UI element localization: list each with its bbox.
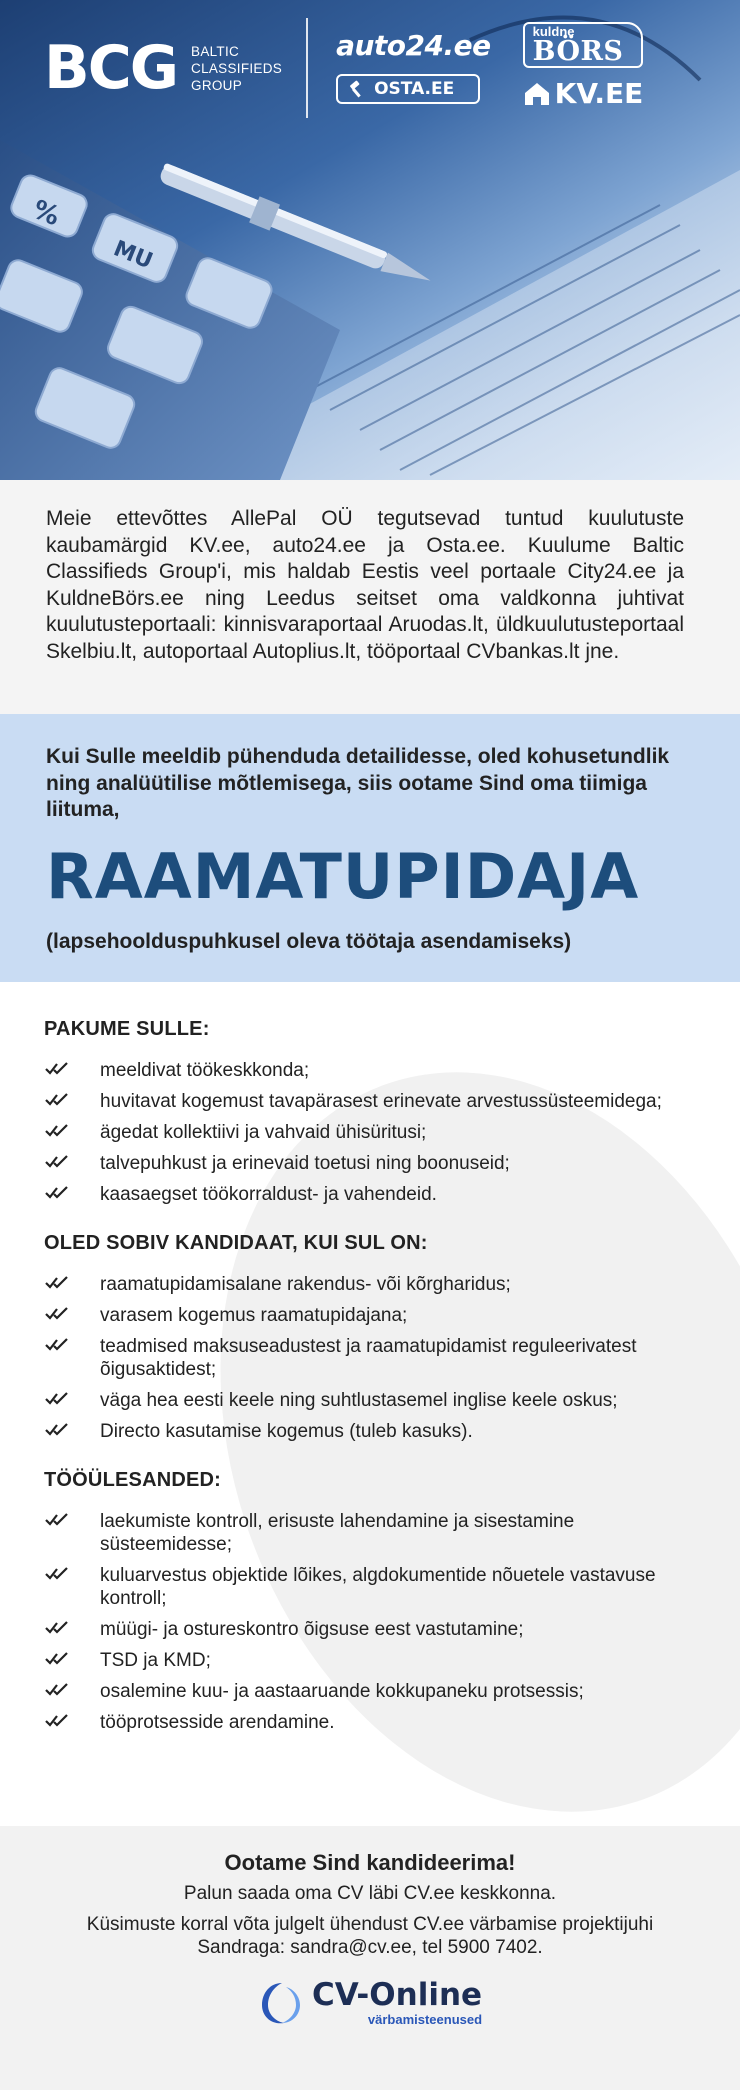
- requirements-list: [44, 1273, 684, 1443]
- double-check-icon: [45, 1682, 69, 1698]
- list-item: [44, 1711, 684, 1734]
- contact-footer: [0, 1826, 740, 2090]
- list-item-text: huvitavat kogemust tavapärasest erinevate arvestussüsteemidega;: [100, 1091, 662, 1112]
- double-check-icon: [45, 1651, 69, 1667]
- job-subtitle: (lapsehoolduspuhkusel oleva töötaja asendamiseks): [46, 929, 572, 953]
- double-check-icon: [45, 1620, 69, 1636]
- headline-lead: Kui Sulle meeldib pühenduda detailidesse, oled kohusetundlik ning analüütilise mõtlemisega, siis ootame Sind oma tiimiga liituma,: [46, 745, 670, 821]
- double-check-icon: [45, 1713, 69, 1729]
- list-item: [44, 1090, 684, 1113]
- svg-text:MU: MU: [109, 236, 157, 275]
- list-item-text: meeldivat töökeskkonda;: [100, 1060, 310, 1081]
- bcg-subtitle: BALTIC CLASSIFIEDS GROUP: [191, 43, 283, 93]
- requirements-title: OLED SOBIV KANDIDAAT, KUI SUL ON:: [44, 1232, 428, 1254]
- list-item-text: Directo kasutamise kogemus (tuleb kasuks).: [100, 1421, 473, 1442]
- double-check-icon: [45, 1275, 69, 1291]
- requirements-section: [44, 1232, 684, 1443]
- list-item-text: tööprotsesside arendamine.: [100, 1712, 335, 1733]
- list-item-text: TSD ja KMD;: [100, 1650, 211, 1671]
- offer-title: PAKUME SULLE:: [44, 1018, 210, 1040]
- job-title: RAAMATUPIDAJA: [46, 839, 640, 913]
- cv-online-logo: CV-Online värbamisteenused: [258, 1979, 482, 2027]
- auto24-logo: auto24.ee: [336, 29, 491, 62]
- list-item-text: müügi- ja ostureskontro õigsuse eest vastutamine;: [100, 1619, 524, 1640]
- list-item: [44, 1121, 684, 1144]
- list-item-text: teadmised maksuseadustest ja raamatupidamist reguleerivatest õigusaktidest;: [100, 1336, 637, 1380]
- list-item: [44, 1273, 684, 1296]
- hero-banner: [0, 0, 740, 480]
- list-item: [44, 1059, 684, 1082]
- footer-apply-text: Palun saada oma CV läbi CV.ee keskkonna.: [183, 1883, 557, 1904]
- double-check-icon: [45, 1566, 69, 1582]
- duties-section: [44, 1469, 684, 1734]
- intro-text: Meie ettevõttes AllePal OÜ tegutsevad tuntud kuulutuste kaubamärgid KV.ee, auto24.ee ja Osta.ee. Kuulume Baltic Classifieds Group'i, mis haldab Eestis veel portaale City24.ee ja KuldneBörs.ee ning Leedus seitset oma valdkonna juhtivat kuulutusteportaali: kinnisvaraportaal Aruodas.lt, üldkuulutusteportaal Skelbiu.lt, autoportaal Autoplius.lt, tööportaal CVbankas.lt jne.: [46, 507, 684, 663]
- list-item: [44, 1183, 684, 1206]
- double-check-icon: [45, 1391, 69, 1407]
- kvee-logo: KV.EE: [523, 80, 644, 108]
- list-item: [44, 1564, 684, 1610]
- bcg-logo: [44, 18, 282, 118]
- offer-list: [44, 1059, 684, 1206]
- double-check-icon: [45, 1306, 69, 1322]
- duties-list: [44, 1510, 684, 1734]
- offer-section: [44, 1018, 684, 1206]
- list-item-text: talvepuhkust ja erinevaid toetusi ning boonuseid;: [100, 1153, 510, 1174]
- double-check-icon: [45, 1512, 69, 1528]
- duties-title: TÖÖÜLESANDED:: [44, 1469, 222, 1491]
- footer-contact-text: Küsimuste korral võta julgelt ühendust CV.ee värbamise projektijuhi Sandraga: sandra@cv.ee, tel 5900 7402.: [86, 1914, 654, 1958]
- list-item-text: osalemine kuu- ja aastaaruande kokkupaneku protsessis;: [100, 1681, 584, 1702]
- hammer-icon: [348, 80, 366, 98]
- cv-online-mark-icon: [258, 1979, 306, 2027]
- list-item-text: kaasaegset töökorraldust- ja vahendeid.: [100, 1184, 437, 1205]
- list-item: [44, 1618, 684, 1641]
- list-item: [44, 1389, 684, 1412]
- kuldne-bors-logo: kuldne BÖRS: [523, 22, 643, 68]
- brand-logos: [44, 18, 704, 118]
- double-check-icon: [45, 1061, 69, 1077]
- osta-logo: OSTA.EE: [336, 74, 480, 104]
- svg-text:%: %: [28, 194, 64, 233]
- list-item: [44, 1680, 684, 1703]
- double-check-icon: [45, 1154, 69, 1170]
- double-check-icon: [45, 1337, 69, 1353]
- footer-heading: Ootame Sind kandideerima!: [224, 1850, 516, 1875]
- list-item: [44, 1510, 684, 1556]
- list-item-text: kuluarvestus objektide lõikes, algdokumentide nõuetele vastavuse kontroll;: [100, 1565, 656, 1609]
- list-item-text: laekumiste kontroll, erisuste lahendamine ja sisestamine süsteemidesse;: [100, 1511, 575, 1555]
- list-item-text: ägedat kollektiivi ja vahvaid ühisüritusi;: [100, 1122, 427, 1143]
- logo-divider: [306, 18, 308, 118]
- job-details: [0, 982, 740, 1826]
- list-item-text: varasem kogemus raamatupidajana;: [100, 1305, 408, 1326]
- list-item-text: raamatupidamisalane rakendus- või kõrgharidus;: [100, 1274, 511, 1295]
- double-check-icon: [45, 1185, 69, 1201]
- list-item: [44, 1649, 684, 1672]
- double-check-icon: [45, 1422, 69, 1438]
- double-check-icon: [45, 1123, 69, 1139]
- headline-band: [0, 714, 740, 982]
- list-item: [44, 1420, 684, 1443]
- company-intro: [0, 480, 740, 714]
- bcg-mark: BCG: [44, 33, 178, 103]
- list-item: [44, 1152, 684, 1175]
- list-item: [44, 1335, 684, 1381]
- double-check-icon: [45, 1092, 69, 1108]
- list-item: [44, 1304, 684, 1327]
- list-item-text: väga hea eesti keele ning suhtlustasemel inglise keele oskus;: [100, 1390, 618, 1411]
- house-icon: [523, 81, 551, 107]
